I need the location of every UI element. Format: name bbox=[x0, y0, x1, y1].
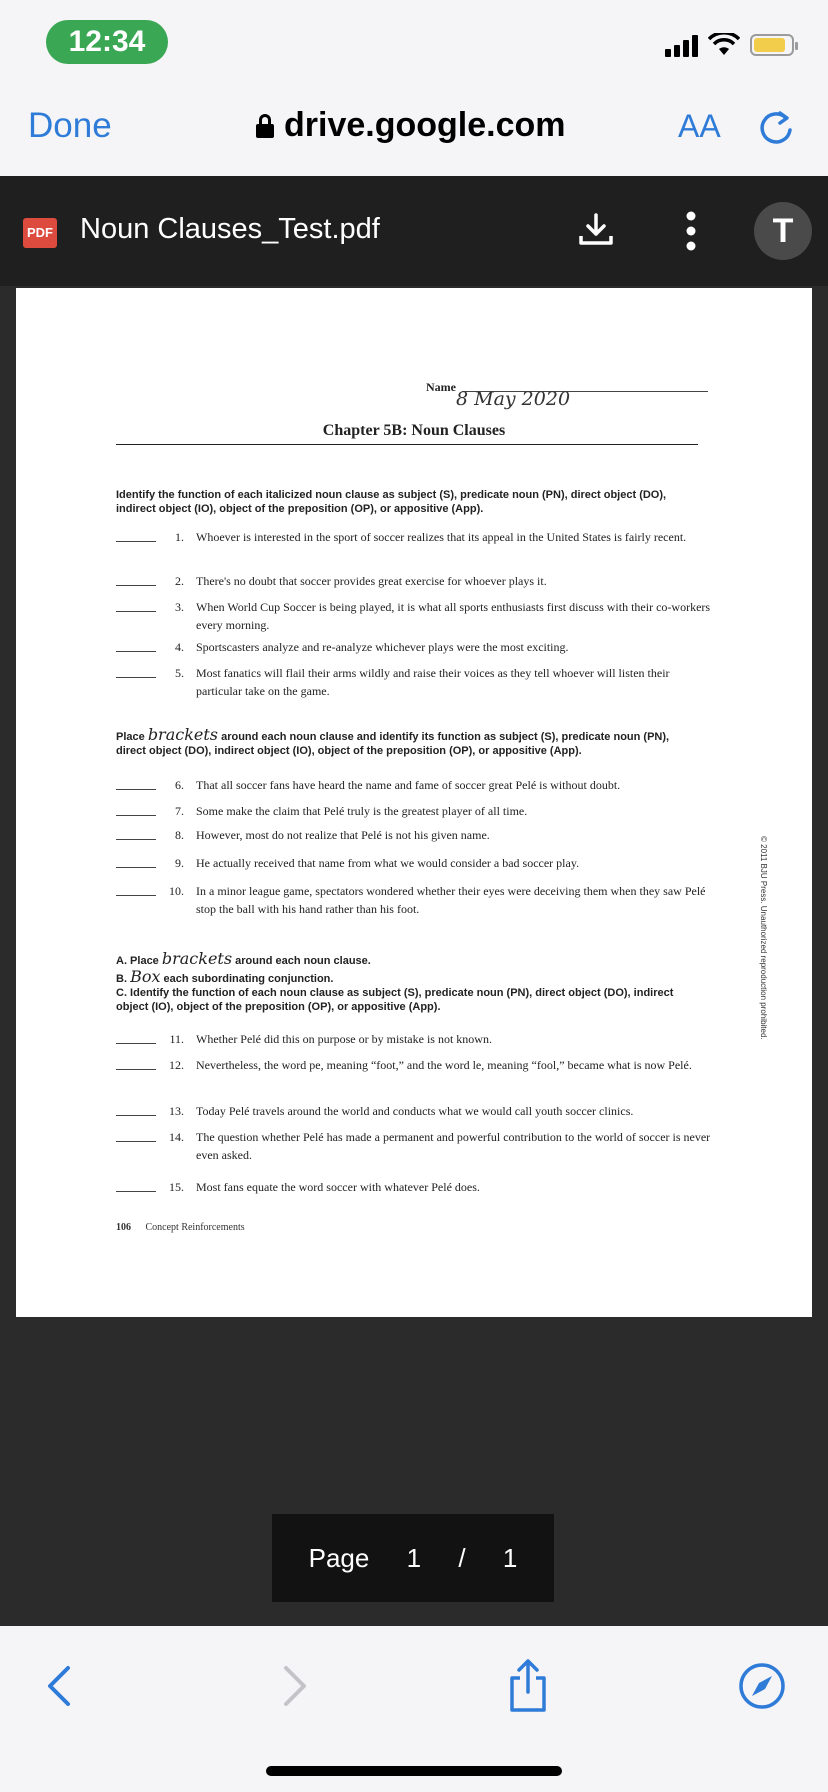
copyright-note: © 2011 BJU Press. Unauthorized reproduction prohibited. bbox=[759, 836, 768, 1040]
answer-blank bbox=[116, 856, 156, 868]
file-name: Noun Clauses_Test.pdf bbox=[80, 213, 380, 245]
back-icon[interactable] bbox=[30, 1656, 90, 1716]
done-button[interactable]: Done bbox=[28, 106, 112, 145]
question-item bbox=[116, 1056, 716, 1074]
compass-icon[interactable] bbox=[732, 1656, 792, 1716]
url-field[interactable] bbox=[256, 106, 566, 145]
question-text: Most fanatics will flail their arms wildly and raise their voices as they tell whoever will listen their particular take on the game. bbox=[196, 666, 670, 698]
question-number: 5. bbox=[175, 666, 184, 680]
question-text: Nevertheless, the word pe, meaning “foot,” and the word le, meaning “fool,” became what is now Pelé. bbox=[196, 1058, 692, 1072]
question-item bbox=[116, 528, 716, 546]
section1-instructions: Identify the function of each italicized noun clause as subject (S), predicate noun (PN), direct object (DO), indirect object (IO), object of the preposition (OP), or appositive (App). bbox=[116, 489, 667, 515]
browser-address-bar bbox=[0, 88, 828, 176]
answer-blank bbox=[116, 1032, 156, 1044]
answer-blank bbox=[116, 640, 156, 652]
question-item bbox=[116, 598, 716, 634]
question-item bbox=[116, 1128, 716, 1164]
question-item bbox=[116, 1102, 716, 1120]
url-text: drive.google.com bbox=[284, 106, 566, 144]
page-label: Page bbox=[308, 1542, 370, 1573]
section3-instruction-a bbox=[116, 949, 696, 968]
question-number: 1. bbox=[175, 530, 184, 544]
question-text: However, most do not realize that Pelé is not his given name. bbox=[196, 828, 490, 842]
question-text: Today Pelé travels around the world and conducts what we would call youth soccer clinics. bbox=[196, 1104, 634, 1118]
text-size-button[interactable]: AA bbox=[678, 108, 721, 144]
handwritten-word: brackets bbox=[147, 725, 219, 744]
answer-blank bbox=[116, 804, 156, 816]
instr-text: around each noun clause. bbox=[235, 955, 371, 967]
title-divider bbox=[116, 444, 698, 445]
section3-instruction-c: C. Identify the function of each noun clause as subject (S), predicate noun (PN), direct object (DO), indirect object (IO), object of the preposition (OP), or appositive (App). bbox=[116, 987, 674, 1013]
question-number: 7. bbox=[175, 804, 184, 818]
status-bar bbox=[0, 0, 828, 88]
answer-blank bbox=[116, 666, 156, 678]
question-item bbox=[116, 1030, 716, 1048]
question-number: 11. bbox=[169, 1032, 184, 1046]
battery-icon bbox=[750, 34, 794, 56]
question-item bbox=[116, 664, 716, 700]
question-item bbox=[116, 882, 716, 918]
current-page: 1 bbox=[406, 1542, 422, 1573]
answer-blank bbox=[116, 828, 156, 840]
question-item bbox=[116, 802, 716, 820]
question-text: In a minor league game, spectators wondered whether their eyes were deceiving them when they saw Pelé stop the ball with his hand rather than his foot. bbox=[196, 884, 706, 916]
section3-instruction-b bbox=[116, 967, 696, 986]
question-text: There's no doubt that soccer provides great exercise for whoever plays it. bbox=[196, 574, 547, 588]
question-text: Whether Pelé did this on purpose or by mistake is not known. bbox=[196, 1032, 492, 1046]
pdf-page bbox=[16, 288, 812, 1317]
name-label: Name bbox=[426, 380, 456, 394]
answer-blank bbox=[116, 574, 156, 586]
question-number: 2. bbox=[175, 574, 184, 588]
question-text: That all soccer fans have heard the name and fame of soccer great Pelé is without doubt. bbox=[196, 778, 621, 792]
lock-icon bbox=[256, 114, 274, 138]
reload-icon[interactable] bbox=[756, 108, 796, 148]
question-number: 3. bbox=[175, 600, 184, 614]
instr-text: each subordinating conjunction. bbox=[163, 973, 334, 985]
footer-text: Concept Reinforcements bbox=[145, 1222, 245, 1233]
wifi-icon bbox=[708, 33, 740, 57]
question-number: 4. bbox=[175, 640, 184, 654]
account-avatar[interactable]: T bbox=[754, 202, 812, 260]
question-item bbox=[116, 826, 716, 844]
instr-text: Place bbox=[116, 731, 145, 743]
chapter-title: Chapter 5B: Noun Clauses bbox=[322, 422, 506, 439]
question-text: Whoever is interested in the sport of soccer realizes that its appeal in the United States is fairly recent. bbox=[196, 530, 687, 544]
instr-text: B. bbox=[116, 973, 127, 985]
question-item bbox=[116, 638, 716, 656]
answer-blank bbox=[116, 1130, 156, 1142]
status-time: 12:34 bbox=[46, 20, 168, 64]
answer-blank bbox=[116, 1180, 156, 1192]
answer-blank bbox=[116, 1058, 156, 1070]
question-item bbox=[116, 854, 716, 872]
answer-blank bbox=[116, 884, 156, 896]
answer-blank bbox=[116, 530, 156, 542]
battery-level bbox=[754, 38, 785, 52]
question-number: 14. bbox=[169, 1130, 184, 1144]
share-icon[interactable] bbox=[498, 1656, 558, 1716]
more-options-icon[interactable] bbox=[676, 210, 706, 252]
question-number: 6. bbox=[175, 778, 184, 792]
name-handwritten: 8 May 2020 bbox=[456, 388, 571, 410]
page-indicator bbox=[272, 1514, 554, 1602]
question-text: Sportscasters analyze and re-analyze whichever plays were the most exciting. bbox=[196, 640, 569, 654]
page-footer bbox=[116, 1222, 245, 1233]
question-text: Most fans equate the word soccer with whatever Pelé does. bbox=[196, 1180, 480, 1194]
question-number: 12. bbox=[169, 1058, 184, 1072]
section2-instructions bbox=[116, 725, 696, 758]
question-item bbox=[116, 1178, 716, 1196]
question-text: He actually received that name from what we would consider a bad soccer play. bbox=[196, 856, 580, 870]
handwritten-word: Box bbox=[130, 967, 161, 986]
question-number: 15. bbox=[169, 1180, 184, 1194]
question-text: The question whether Pelé has made a permanent and powerful contribution to the world of soccer is never even asked. bbox=[196, 1130, 711, 1162]
question-number: 9. bbox=[175, 856, 184, 870]
pdf-file-icon: PDF bbox=[23, 218, 57, 248]
footer-page-number: 106 bbox=[116, 1222, 131, 1233]
answer-blank bbox=[116, 1104, 156, 1116]
instr-text: around each noun clause and identify its function as subject (S), predicate noun (PN), direct object (DO), indirect object (IO), object of the preposition (OP), or appositive (App). bbox=[116, 731, 670, 757]
question-item bbox=[116, 776, 716, 794]
question-item bbox=[116, 572, 716, 590]
total-pages: 1 bbox=[502, 1542, 518, 1573]
instr-text: A. Place bbox=[116, 955, 159, 967]
status-icons bbox=[665, 30, 794, 60]
home-indicator bbox=[266, 1766, 562, 1776]
cellular-signal-icon bbox=[665, 33, 698, 57]
forward-icon[interactable] bbox=[264, 1656, 324, 1716]
question-number: 8. bbox=[175, 828, 184, 842]
question-text: Some make the claim that Pelé truly is the greatest player of all time. bbox=[196, 804, 528, 818]
question-number: 13. bbox=[169, 1104, 184, 1118]
answer-blank bbox=[116, 600, 156, 612]
drive-viewer-header bbox=[0, 176, 828, 286]
question-number: 10. bbox=[169, 884, 184, 898]
answer-blank bbox=[116, 778, 156, 790]
download-icon[interactable] bbox=[578, 212, 614, 248]
handwritten-word: brackets bbox=[161, 949, 233, 968]
question-text: When World Cup Soccer is being played, it is what all sports enthusiasts first discuss with their co-workers every morning. bbox=[196, 600, 711, 632]
page-separator: / bbox=[458, 1542, 466, 1573]
